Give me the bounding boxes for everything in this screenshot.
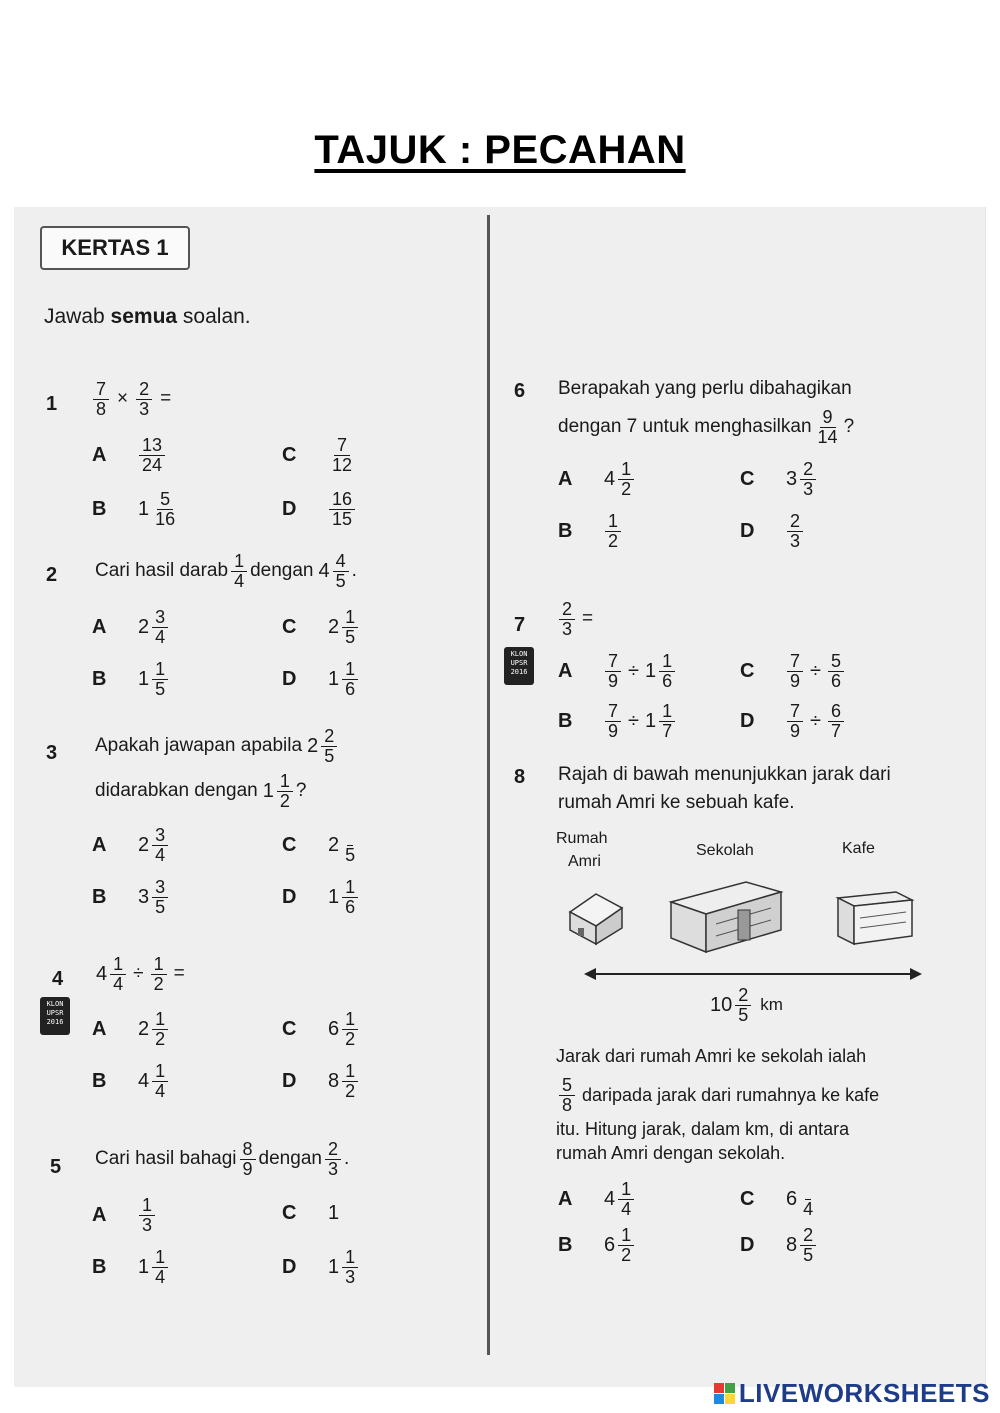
distance-arrow: [584, 968, 922, 980]
question-1-option-b[interactable]: B 1 $\frac{5}{16}$: [92, 489, 176, 529]
question-8-para-line2: $\frac{5}{8}$ daripada jarak dari rumahnya ke kafe: [556, 1076, 879, 1115]
question-3-option-a[interactable]: A 2 $\frac{3}{4}$: [92, 826, 171, 865]
question-5-option-d[interactable]: D 1 $\frac{1}{3}$: [282, 1248, 361, 1287]
question-5-option-c[interactable]: C 1: [282, 1202, 340, 1224]
question-4-option-d[interactable]: D 8 $\frac{1}{2}$: [282, 1062, 361, 1101]
question-8-para-line3: itu. Hitung jarak, dalam km, di antara: [556, 1119, 850, 1139]
question-3-option-d[interactable]: D 1 $\frac{1}{6}$: [282, 878, 361, 917]
liveworksheets-text: LIVEWORKSHEETS: [738, 1378, 990, 1408]
question-6-option-b[interactable]: B $\frac{1}{2}$: [558, 512, 624, 551]
question-7-option-d[interactable]: D $\frac{7}{9}$ ÷ $\frac{6}{7}$: [740, 702, 847, 741]
question-6-text-line2: dengan 7 untuk menghasilkan $\frac{9}{14}$ ?: [558, 407, 855, 447]
page-title: TAJUK : PECAHAN: [314, 128, 686, 172]
question-4-option-c[interactable]: C 6 $\frac{1}{2}$: [282, 1010, 361, 1049]
fraction: $\frac{2}{3}$: [136, 380, 152, 419]
question-7-option-b[interactable]: B $\frac{7}{9}$ ÷ 1 $\frac{1}{7}$: [558, 702, 678, 741]
place-label-amri: Amri: [568, 853, 601, 870]
question-2-option-c[interactable]: C 2 $\frac{1}{5}$: [282, 608, 361, 647]
question-8-option-c[interactable]: C 6 4: [740, 1180, 819, 1219]
question-6-option-a[interactable]: A 4 $\frac{1}{2}$: [558, 460, 637, 499]
klon-upsr-badge: KLON UPSR 2016: [40, 997, 70, 1035]
question-8-para-line4: rumah Amri dengan sekolah.: [556, 1143, 786, 1163]
liveworksheets-logo: [714, 1378, 990, 1409]
question-2-text: Cari hasil darab $\frac{1}{4}$ dengan 4 $\frac{4}{5}$ .: [95, 551, 357, 591]
school-icon: [671, 882, 781, 952]
liveworksheets-icon: [714, 1383, 735, 1404]
question-8-number: 8: [514, 766, 526, 788]
question-6-option-c[interactable]: C 3 $\frac{2}{3}$: [740, 460, 819, 499]
question-3-text-line2: didarabkan dengan 1 $\frac{1}{2}$ ?: [95, 771, 307, 811]
distance-label: 10 $\frac{2}{5}$ km: [710, 985, 783, 1025]
question-7-option-a[interactable]: A $\frac{7}{9}$ ÷ 1 $\frac{1}{6}$: [558, 652, 678, 691]
question-1-expression: $\frac{7}{8}$ × $\frac{2}{3}$ =: [90, 380, 171, 419]
question-1-option-c[interactable]: C $\frac{7}{12}$: [282, 435, 353, 475]
kertas-label: KERTAS 1: [40, 226, 190, 270]
question-8-option-a[interactable]: A 4 $\frac{1}{4}$: [558, 1180, 637, 1219]
question-1-number: 1: [46, 393, 58, 415]
column-divider: [487, 215, 490, 1355]
place-label-kafe: Kafe: [842, 840, 875, 857]
question-2-option-a[interactable]: A 2 $\frac{3}{4}$: [92, 608, 171, 647]
question-6-option-d[interactable]: D $\frac{2}{3}$: [740, 512, 806, 551]
klon-upsr-badge: KLON UPSR 2016: [504, 647, 534, 685]
question-3-option-c[interactable]: C 2 5: [282, 826, 361, 865]
question-8-option-d[interactable]: D 8 $\frac{2}{5}$: [740, 1226, 819, 1265]
question-2-option-d[interactable]: D 1 $\frac{1}{6}$: [282, 660, 361, 699]
instruction: Jawab semua soalan.: [44, 305, 251, 328]
cafe-icon: [838, 892, 912, 944]
question-6-number: 6: [514, 380, 526, 402]
fraction: $\frac{7}{8}$: [93, 380, 109, 419]
question-4-number: 4: [52, 968, 64, 990]
question-1-option-a[interactable]: A $\frac{13}{24}$: [92, 436, 168, 475]
question-2-option-b[interactable]: B 1 $\frac{1}{5}$: [92, 660, 171, 699]
question-1-option-d[interactable]: D $\frac{16}{15}$: [282, 490, 358, 529]
question-5-option-b[interactable]: B 1 $\frac{1}{4}$: [92, 1248, 171, 1287]
question-6-text-line1: Berapakah yang perlu dibahagikan: [558, 378, 852, 399]
question-7-number: 7: [514, 614, 526, 636]
question-3-text-line1: Apakah jawapan apabila 2 $\frac{2}{5}$: [95, 727, 340, 766]
question-4-expression: 4 $\frac{1}{4}$ ÷ $\frac{1}{2}$ =: [96, 954, 185, 994]
question-8-para-line1: Jarak dari rumah Amri ke sekolah ialah: [556, 1046, 867, 1066]
question-8-text-line2: rumah Amri ke sebuah kafe.: [558, 792, 795, 813]
place-label-rumah: Rumah: [556, 830, 608, 847]
question-8-option-b[interactable]: B 6 $\frac{1}{2}$: [558, 1226, 637, 1265]
question-5-text: Cari hasil bahagi $\frac{8}{9}$ dengan $\frac{2}{3}$ .: [95, 1139, 350, 1179]
question-7-expression: $\frac{2}{3}$ =: [556, 600, 593, 639]
question-4-option-a[interactable]: A 2 $\frac{1}{2}$: [92, 1010, 171, 1049]
house-icon: [570, 894, 622, 944]
question-3-number: 3: [46, 742, 58, 764]
question-5-number: 5: [50, 1156, 62, 1178]
place-label-sekolah: Sekolah: [696, 842, 754, 859]
question-5-option-a[interactable]: A $\frac{1}{3}$: [92, 1196, 158, 1235]
question-4-option-b[interactable]: B 4 $\frac{1}{4}$: [92, 1062, 171, 1101]
question-7-option-c[interactable]: C $\frac{7}{9}$ ÷ $\frac{5}{6}$: [740, 652, 847, 691]
question-2-number: 2: [46, 564, 58, 586]
question-8-text-line1: Rajah di bawah menunjukkan jarak dari: [558, 764, 891, 785]
question-3-option-b[interactable]: B 3 $\frac{3}{5}$: [92, 878, 171, 917]
